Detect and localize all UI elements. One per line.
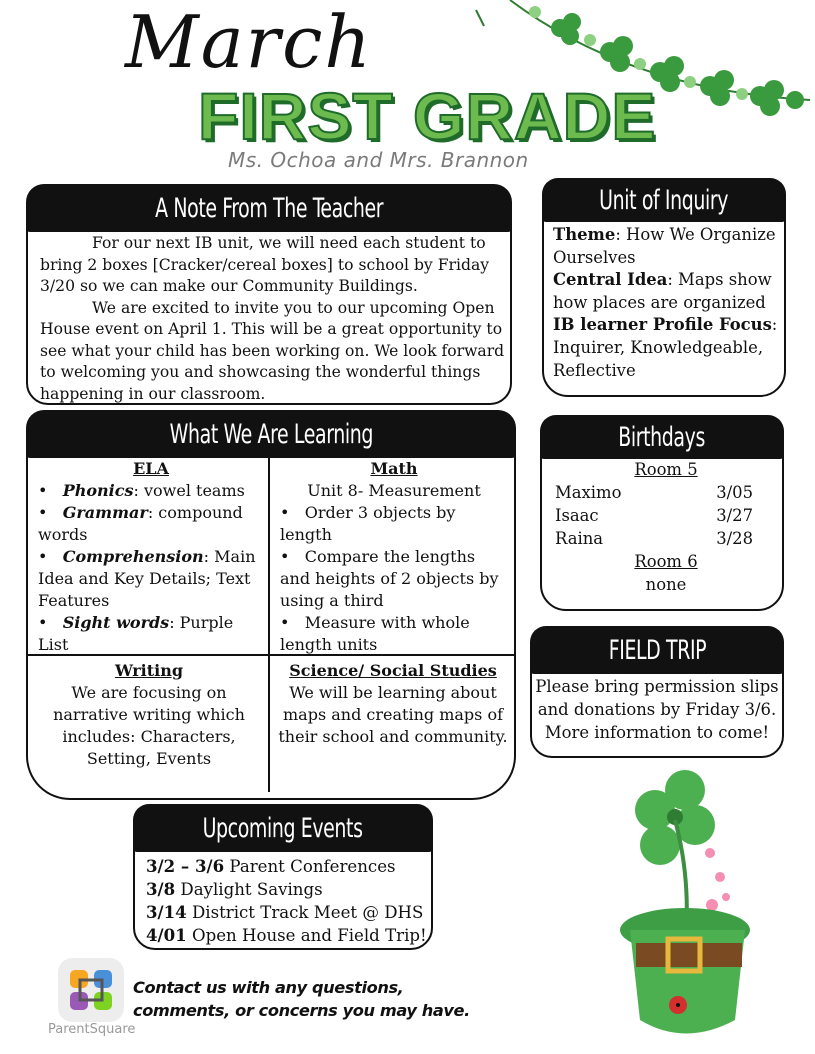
ela-item: • Sight words: Purple List: [38, 613, 234, 654]
birthday-date: 3/05: [716, 483, 753, 502]
birthdays-header: [540, 415, 784, 459]
birthday-date: 3/28: [716, 529, 753, 548]
birthday-name: Maximo: [555, 483, 622, 502]
event-date: 4/01: [146, 925, 187, 945]
parentsquare-logo-icon: [58, 958, 124, 1022]
ela-item-text: : vowel teams: [133, 481, 245, 500]
writing-text: We are focusing on narrative writing which includes: Characters, Setting, Events: [53, 683, 245, 768]
learning-title: What We Are Learning: [169, 418, 373, 450]
math-item: • Measure with whole length units: [280, 613, 470, 654]
math-item: • Order 3 objects by length: [280, 503, 456, 544]
note-paragraph-1: For our next IB unit, we will need each student to bring 2 boxes [Cracker/cereal boxes] to school by Friday 3/20 so we can make our Community Buildings.: [40, 234, 490, 295]
field-trip-header: [530, 626, 784, 674]
theme-label: Theme: [553, 225, 616, 244]
shamrock-hat-icon: [600, 765, 780, 1050]
unit-of-inquiry-header: [542, 178, 786, 222]
writing-section: [38, 660, 260, 770]
event-date: 3/8: [146, 879, 176, 899]
math-heading: Math: [370, 459, 418, 478]
math-item-text: Order 3 objects by length: [280, 503, 456, 544]
writing-heading: Writing: [114, 661, 184, 680]
room-5-label: Room 5: [634, 460, 698, 479]
central-idea-value: : Maps show how places are organized: [553, 270, 772, 312]
note-header: [26, 184, 512, 232]
event-date: 3/14: [146, 902, 187, 922]
event-text: Parent Conferences: [224, 857, 396, 876]
ela-item-label: Comprehension: [62, 547, 204, 566]
ela-item-text: : Purple List: [38, 613, 234, 654]
science-text: We will be learning about maps and creating maps of their school and community.: [278, 683, 508, 746]
events-title: Upcoming Events: [203, 812, 363, 844]
unit-of-inquiry-text: [553, 224, 783, 382]
events-header: [133, 804, 433, 852]
parentsquare-label: ParentSquare: [48, 1022, 136, 1037]
event-text: District Track Meet @ DHS: [186, 903, 424, 922]
ela-item-text: : Main Idea and Key Details; Text Features: [38, 547, 256, 610]
grade-title: FIRST GRADE: [198, 79, 657, 153]
ela-heading: ELA: [133, 459, 169, 478]
event-text: Daylight Savings: [175, 880, 323, 899]
event-date: 3/2 – 3/6: [146, 856, 225, 876]
birthday-row: [555, 527, 777, 550]
birthday-row: [555, 504, 777, 527]
room-6-value: none: [645, 575, 687, 594]
birthday-name: Raina: [555, 529, 604, 548]
note-paragraph-2: We are excited to invite you to our upcoming Open House event on April 1. This will be a great opportunity to see what your child has been working on. We look forward to welcoming you and showcasing the wonderful things happening in our classroom.: [40, 298, 505, 403]
field-trip-title: FIELD TRIP: [608, 634, 706, 666]
note-text: [40, 233, 508, 405]
science-heading: Science/ Social Studies: [289, 661, 497, 680]
math-section: [280, 458, 508, 656]
unit-of-inquiry-title: Unit of Inquiry: [599, 184, 729, 216]
room-6-label: Room 6: [634, 552, 698, 571]
math-item: • Compare the lengths and heights of 2 objects by using a third: [280, 547, 499, 610]
birthday-name: Isaac: [555, 506, 599, 525]
birthdays-list: [555, 458, 777, 596]
ela-item: • Comprehension: Main Idea and Key Details; Text Features: [38, 547, 256, 610]
month-title: March: [125, 0, 373, 84]
ela-item-label: Grammar: [62, 503, 148, 522]
central-idea-label: Central Idea: [553, 270, 668, 290]
contact-text: Contact us with any questions, comments, or concerns you may have.: [133, 978, 470, 1020]
event-item: [146, 901, 430, 924]
profile-focus-label: IB learner Profile Focus: [553, 315, 772, 335]
events-list: [146, 855, 430, 947]
teacher-names: Ms. Ochoa and Mrs. Brannon: [228, 148, 529, 172]
learning-divider-vertical: [268, 458, 270, 792]
event-item: [146, 855, 430, 878]
profile-focus-value: : Inquirer, Knowledgeable, Reflective: [553, 315, 778, 380]
ela-item: • Grammar: compound words: [38, 503, 243, 544]
theme-value: : How We Organize Ourselves: [553, 225, 776, 267]
learning-header: [26, 410, 516, 458]
ela-item-text: : compound words: [38, 503, 243, 544]
note-title: A Note From The Teacher: [154, 192, 384, 224]
ela-item-label: Phonics: [62, 481, 134, 500]
event-item: [146, 924, 430, 947]
math-subtitle: Unit 8- Measurement: [307, 481, 481, 500]
ela-item: • Phonics: vowel teams: [38, 481, 245, 500]
event-item: [146, 878, 430, 901]
math-item-text: Compare the lengths and heights of 2 objects by using a third: [280, 547, 499, 610]
birthday-row: [555, 481, 777, 504]
field-trip-text: Please bring permission slips and donations by Friday 3/6. More information to come!: [535, 677, 779, 742]
ela-section: [38, 458, 264, 656]
science-section: [278, 660, 508, 748]
event-text: Open House and Field Trip!: [186, 926, 427, 945]
math-item-text: Measure with whole length units: [280, 613, 470, 654]
ela-item-label: Sight words: [62, 613, 170, 632]
birthdays-title: Birthdays: [618, 421, 706, 453]
birthday-date: 3/27: [716, 506, 753, 525]
